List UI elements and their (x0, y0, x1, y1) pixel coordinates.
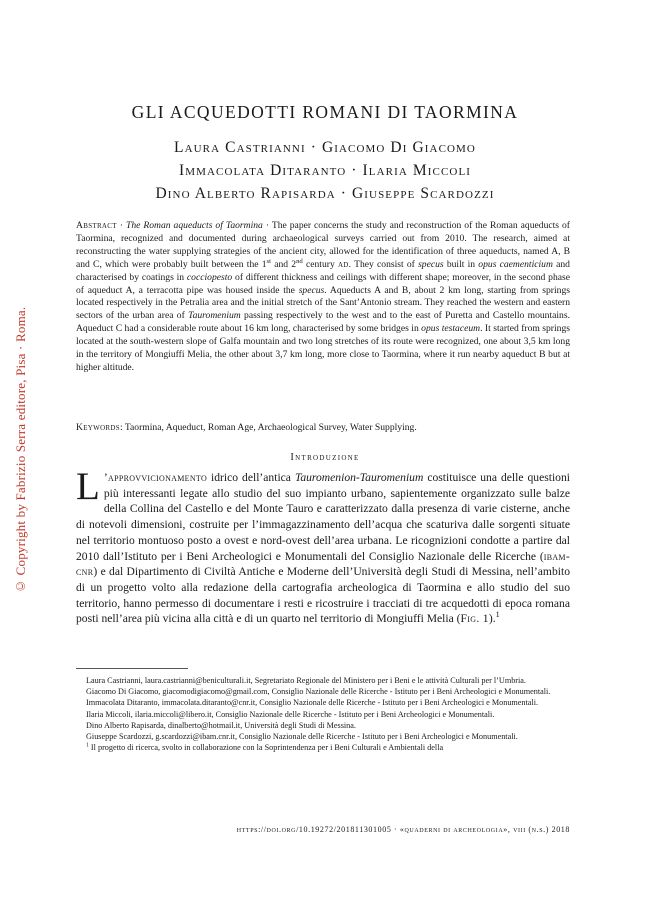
abstract-text: century (302, 258, 338, 270)
abstract-text: and 2 (271, 258, 297, 270)
keywords-text: Taormina, Aqueduct, Roman Age, Archaeological Survey, Water Supplying. (124, 422, 417, 433)
abstract-text: The paper concerns the study and reconstruction of the Roman aqueducts of Taormina, recognized and documented during archaeological surveys carried out from 2010. The research, aimed at reconstructing the water supplying strategies of the ancient city, allowed for the identification of three aqueducts, named A, B and C, which were probably built between the 1 (76, 220, 571, 270)
abstract-text: and characterised by coatings in (76, 258, 570, 283)
footnote-divider (76, 668, 188, 669)
intro-text: costituisce una delle questioni più interessanti legate allo studio del suo impianto urbano, sapientemente organizzato sulle balze della Collina del Castello e del Monte Tauro e caratterizzato dalla presenza di varie cisterne, anche di notevoli dimensioni, costruite per l’immagazzinamento dell’acqua che scaturiva dalle sorgenti situate nel territorio montuoso posto a ovest e nord-ovest dell’area urbana. Le ricognizioni condotte a partire dal 2010 dall’Istituto per i Beni Archeologici e Monumentali del Consiglio Nazionale delle Ricerche ( (76, 471, 570, 563)
intro-text: idrico dell’antica (207, 471, 295, 484)
abstract-term: Tauromenium (188, 310, 241, 322)
abstract-subtitle: The Roman aqueducts of Taormina (126, 220, 263, 231)
abstract-text: built in (443, 258, 479, 270)
footnote-author: Giacomo Di Giacomo, giacomodigiacomo@gmail.com, Consiglio Nazionale delle Ricerche - Istituto per i Beni Archeologici e Monumentali. (86, 687, 551, 697)
article-title: GLI ACQUEDOTTI ROMANI DI TAORMINA (131, 102, 519, 122)
abstract-text: . It started from springs located at the south-western slope of Galfa mountain and two long stretches of its route were recognized, one about 3,5 km long in the territory of Mongiuffi Melia, the other about 3,7 km long, more close to Taormina, where it run nearby aqueduct B but at higher altitude. (76, 323, 570, 373)
footnote-reference[interactable]: 1 (495, 610, 500, 620)
footnote-author: Immacolata Ditaranto, immacolata.ditaranto@cnr.it, Consiglio Nazionale delle Ricerche - Istituto per i Beni Archeologici e Monumentali. (86, 698, 539, 708)
intro-text: ). (488, 612, 496, 626)
keywords: Keywords: Taormina, Aqueduct, Roman Age, Archaeological Survey, Water Supplying. (76, 422, 417, 433)
intro-text: ) e dal Dipartimento di Civiltà Antiche e Moderne dell’Università degli Studi di Messina, nell’ambito di un progetto volto alla redazione della cartografia archeologica di Taormina e allo studio del suo territorio, hanno permesso di documentare i resti e ricostruire i tracciati di tre acquedotti di epoca romana posti nell’area più vicina alla città e di un quarto nel territorio di Mongiuffi Melia ( (76, 565, 570, 626)
abstract-term: specus (298, 284, 325, 296)
copyright-notice (10, 300, 32, 600)
abstract-text: . They consist of (348, 258, 419, 270)
keywords-label: Keywords (76, 422, 120, 433)
figure-reference[interactable]: Fig. 1 (460, 612, 489, 626)
copyright-text: © Copyright by Fabrizio Serra editore, Pisa · Roma. (13, 306, 28, 594)
abstract-era: ad (337, 258, 349, 270)
author-line-2: Immacolata Ditaranto · Ilaria Miccoli (178, 162, 472, 179)
abstract-text: of different thickness and ceilings with different shape; moreover, in the second phase of aqueduct A, a terracotta pipe was housed inside the (76, 271, 571, 296)
drop-cap: L (76, 465, 100, 508)
intro-lead: ’approvvicionamento (103, 471, 208, 484)
abstract-term: cocciopesto (186, 271, 233, 283)
abstract-label: Abstract (76, 220, 117, 231)
abstract: Abstract · The Roman aqueducts of Taormina · The paper concerns the study and reconstruction of the Roman aqueducts of Taormina, recognized and documented during archaeological surveys carried out from 2010. The research, aimed at reconstructing the water supplying strategies of the ancient city, allowed for the identification of three aqueducts, named A, B and C, which were probably built between the 1st and 2nd century ad. They consist of specus built in opus caementicium and characterised by coatings in cocciopesto of different thickness and ceilings with different shape; moreover, in the second phase of aqueduct A, a terracotta pipe was housed inside the specus. Aqueducts A and B, about 2 km long, starting from springs located respectively in the Petralia area and the initial stretch of the Sant’Antonio stream. They reached the western and eastern sectors of the urban area of Tauromenium passing respectively to the west and to the east of Puretta and Castello mountains. Aqueduct C had a considerable route about 16 km long, characterised by some bridges in opus testaceum. It started from springs located at the south-western slope of Galfa mountain and two long stretches of its route were recognized, one about 3,5 km long in the territory of Mongiuffi Melia, the other about 3,7 km long, more close to Taormina, where it run nearby aqueduct B but at higher altitude. (76, 220, 571, 373)
abstract-term: opus testaceum (421, 323, 481, 335)
intro-term: Tauromenion-Tauromenium (294, 471, 424, 484)
abstract-text: . Aqueducts A and B, about 2 km long, starting from springs located respectively in the Petralia area and the initial stretch of the Sant’Antonio stream. They reached the western and eastern sectors of the urban area of (76, 284, 570, 322)
footnotes (76, 676, 570, 754)
footnote-author: Laura Castrianni, laura.castrianni@beniculturali.it, Segretariato Regionale del Ministero per i Beni e le attività Culturali per l’Umbria. (86, 676, 526, 685)
abstract-term: opus caementicium (478, 258, 553, 270)
section-heading: Introduzione (290, 452, 360, 463)
intro-acronym: ibam-cnr (76, 549, 570, 579)
intro-paragraph (76, 465, 570, 627)
footnote-author: Giuseppe Scardozzi, g.scardozzi@ibam.cnr.it, Consiglio Nazionale delle Ricerche - Istituto per i Beni Archeologici e Monumentali. (86, 732, 518, 742)
footnote-text: Il progetto di ricerca, svolto in collaborazione con la Soprintendenza per i Beni Culturali e Ambientali della (90, 743, 444, 753)
abstract-sup: nd (296, 257, 303, 265)
page-footer: https://doi.org/10.19272/201811301005 · «quaderni di archeologia», viii (n.s.) 2018 (236, 825, 570, 834)
abstract-text: passing respectively to the west and to the east of Puretta and Castello mountains. Aqueduct C had a considerable route about 16 km long, characterised by some bridges in (76, 310, 570, 335)
footnote-1 (76, 743, 570, 754)
footnote-number: 1 (86, 742, 89, 749)
abstract-term: specus (418, 258, 444, 270)
footnote-author: Ilaria Miccoli, ilaria.miccoli@libero.it, Consiglio Nazionale delle Ricerche - Istituto per i Beni Archeologici e Monumentali. (86, 709, 495, 719)
author-line-1: Laura Castrianni · Giacomo Di Giacomo (174, 139, 476, 156)
abstract-sup: st (266, 257, 271, 265)
footnote-author: Dino Alberto Rapisarda, dinalberto@hotmail.it, Università degli Studi di Messina. (86, 720, 356, 730)
author-line-3: Dino Alberto Rapisarda · Giuseppe Scardozzi (155, 185, 495, 202)
